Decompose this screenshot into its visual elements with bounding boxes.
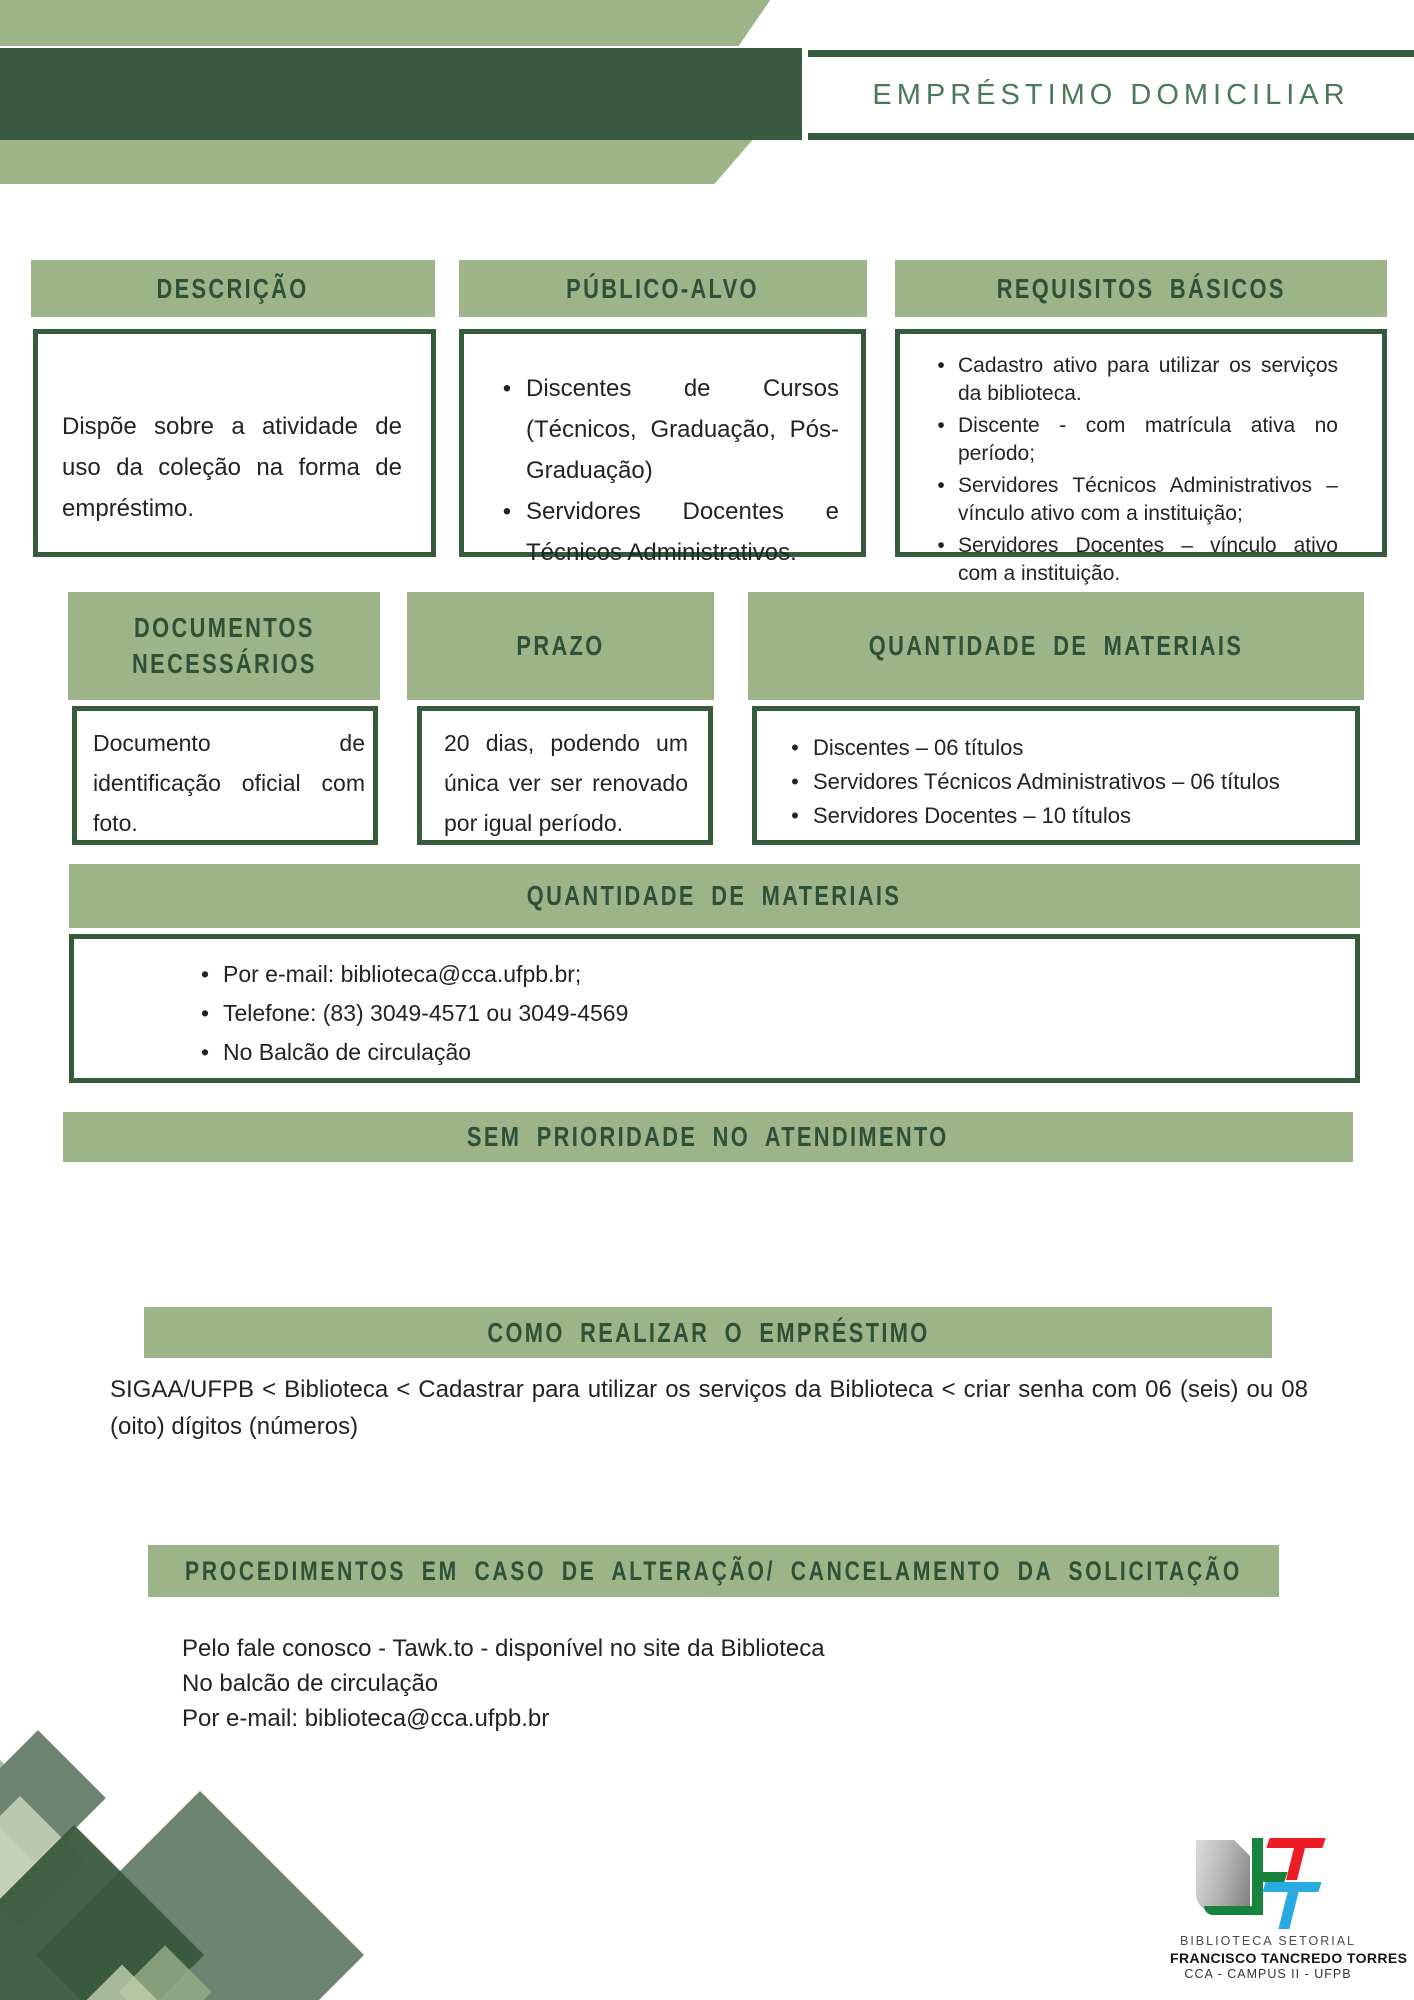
prazo-body: 20 dias, podendo um única ver ser renovado por igual período. — [444, 730, 688, 836]
como-realizar-band — [144, 1307, 1272, 1358]
list-item: • Servidores Técnicos Administrativos – vínculo ativo com a instituição; — [924, 472, 1356, 528]
bullet-icon — [924, 532, 958, 560]
list-item: • Telefone: (83) 3049-4571 ou 3049-4569 — [187, 994, 1345, 1033]
publico-alvo-title: PÚBLICO-ALVO — [566, 272, 760, 304]
descricao-title: DESCRIÇÃO — [156, 272, 310, 304]
procedimentos-band — [148, 1545, 1279, 1597]
bullet-icon — [777, 799, 813, 833]
list-item: • Discentes – 06 títulos — [777, 731, 1345, 765]
header-title-box — [808, 50, 1414, 140]
letter-t-red-stem — [1286, 1848, 1305, 1880]
quantidade-band — [748, 592, 1364, 700]
logo-subtitle: BIBLIOTECA SETORIAL — [1180, 1934, 1357, 1948]
logo-name: FRANCISCO TANCREDO TORRES — [1170, 1950, 1408, 1966]
header-bottom-accent-shape — [0, 140, 760, 184]
corner-diamond-decoration — [0, 1735, 440, 2000]
descricao-body: Dispõe sobre a atividade de uso da coleção na forma de empréstimo. — [62, 413, 402, 522]
descricao-band — [31, 260, 435, 317]
publico-alvo-band — [459, 260, 867, 317]
list-item: • Por e-mail: biblioteca@cca.ufpb.br; — [187, 955, 1345, 994]
como-realizar-title: COMO REALIZAR O EMPRÉSTIMO — [486, 1316, 930, 1348]
requisitos-box — [895, 329, 1387, 585]
bullet-icon — [187, 1033, 223, 1072]
letter-f-base — [1204, 1906, 1263, 1915]
procedimentos-body — [182, 1631, 1142, 1736]
prioridade-title: SEM PRIORIDADE NO ATENDIMENTO — [467, 1121, 949, 1152]
list-item: • Servidores Técnicos Administrativos – 06 títulos — [777, 765, 1345, 799]
bullet-icon — [488, 491, 526, 532]
procedimentos-title: PROCEDIMENTOS EM CASO DE ALTERAÇÃO/ CANCELAMENTO DA SOLICITAÇÃO — [185, 1556, 1242, 1586]
bullet-icon — [187, 955, 223, 994]
bullet-icon — [924, 412, 958, 440]
prioridade-band — [63, 1112, 1353, 1162]
letter-t-red-bar — [1266, 1838, 1325, 1848]
list-item: • Servidores Docentes e Técnicos Administrativos. — [488, 491, 839, 573]
list-item: • No Balcão de circulação — [187, 1033, 1345, 1072]
letter-t-blue-stem — [1278, 1892, 1298, 1929]
page-title: EMPRÉSTIMO DOMICILIAR — [872, 78, 1350, 111]
requisitos-title: REQUISITOS BÁSICOS — [996, 272, 1286, 304]
library-logo — [1170, 1838, 1408, 1981]
quantidade-box — [752, 706, 1360, 845]
prazo-title: PRAZO — [516, 630, 605, 661]
letter-t-blue-bar — [1262, 1882, 1321, 1892]
quantidade-title: QUANTIDADE DE MATERIAIS — [868, 630, 1244, 661]
letter-f-arm — [1252, 1872, 1287, 1882]
prazo-box — [417, 706, 713, 845]
book-ftt-icon — [1196, 1838, 1341, 1930]
list-item: • Discentes de Cursos (Técnicos, Graduação, Pós-Graduação) — [488, 368, 839, 491]
list-item: • Servidores Docentes – 10 títulos — [777, 799, 1345, 833]
procedimentos-line: Pelo fale conosco - Tawk.to - disponível no site da Biblioteca — [182, 1635, 825, 1662]
bullet-icon — [777, 765, 813, 799]
logo-campus: CCA - CAMPUS II - UFPB — [1184, 1967, 1352, 1981]
documentos-title: DOCUMENTOS NECESSÁRIOS — [131, 612, 317, 679]
page-fold-shape — [1234, 1840, 1250, 1856]
como-realizar-body: SIGAA/UFPB < Biblioteca < Cadastrar para utilizar os serviços da Biblioteca < criar senha com 06 (seis) ou 08 (oito) dígitos (números) — [110, 1376, 1308, 1440]
bullet-icon — [187, 994, 223, 1033]
documentos-box — [72, 706, 378, 845]
procedimentos-line: Por e-mail: biblioteca@cca.ufpb.br — [182, 1705, 550, 1732]
list-item: • Discente - com matrícula ativa no período; — [924, 412, 1356, 468]
requisitos-band — [895, 260, 1387, 317]
documentos-body: Documento de identificação oficial com foto. — [93, 730, 365, 836]
header-top-accent-shape — [0, 0, 790, 46]
procedimentos-line: No balcão de circulação — [182, 1670, 439, 1697]
header-dark-band — [0, 48, 802, 140]
canais-title: QUANTIDADE DE MATERIAIS — [527, 880, 902, 911]
documentos-band — [68, 592, 380, 700]
bullet-icon — [924, 352, 958, 380]
bullet-icon — [488, 368, 526, 409]
canais-box — [69, 934, 1360, 1083]
publico-alvo-box — [459, 329, 866, 566]
canais-band — [69, 864, 1360, 928]
descricao-box — [33, 329, 436, 557]
prazo-band — [407, 592, 714, 700]
bullet-icon — [777, 731, 813, 765]
list-item: • Servidores Docentes – vínculo ativo com a instituição. — [924, 532, 1356, 588]
list-item: • Cadastro ativo para utilizar os serviços da biblioteca. — [924, 352, 1356, 408]
bullet-icon — [924, 472, 958, 500]
